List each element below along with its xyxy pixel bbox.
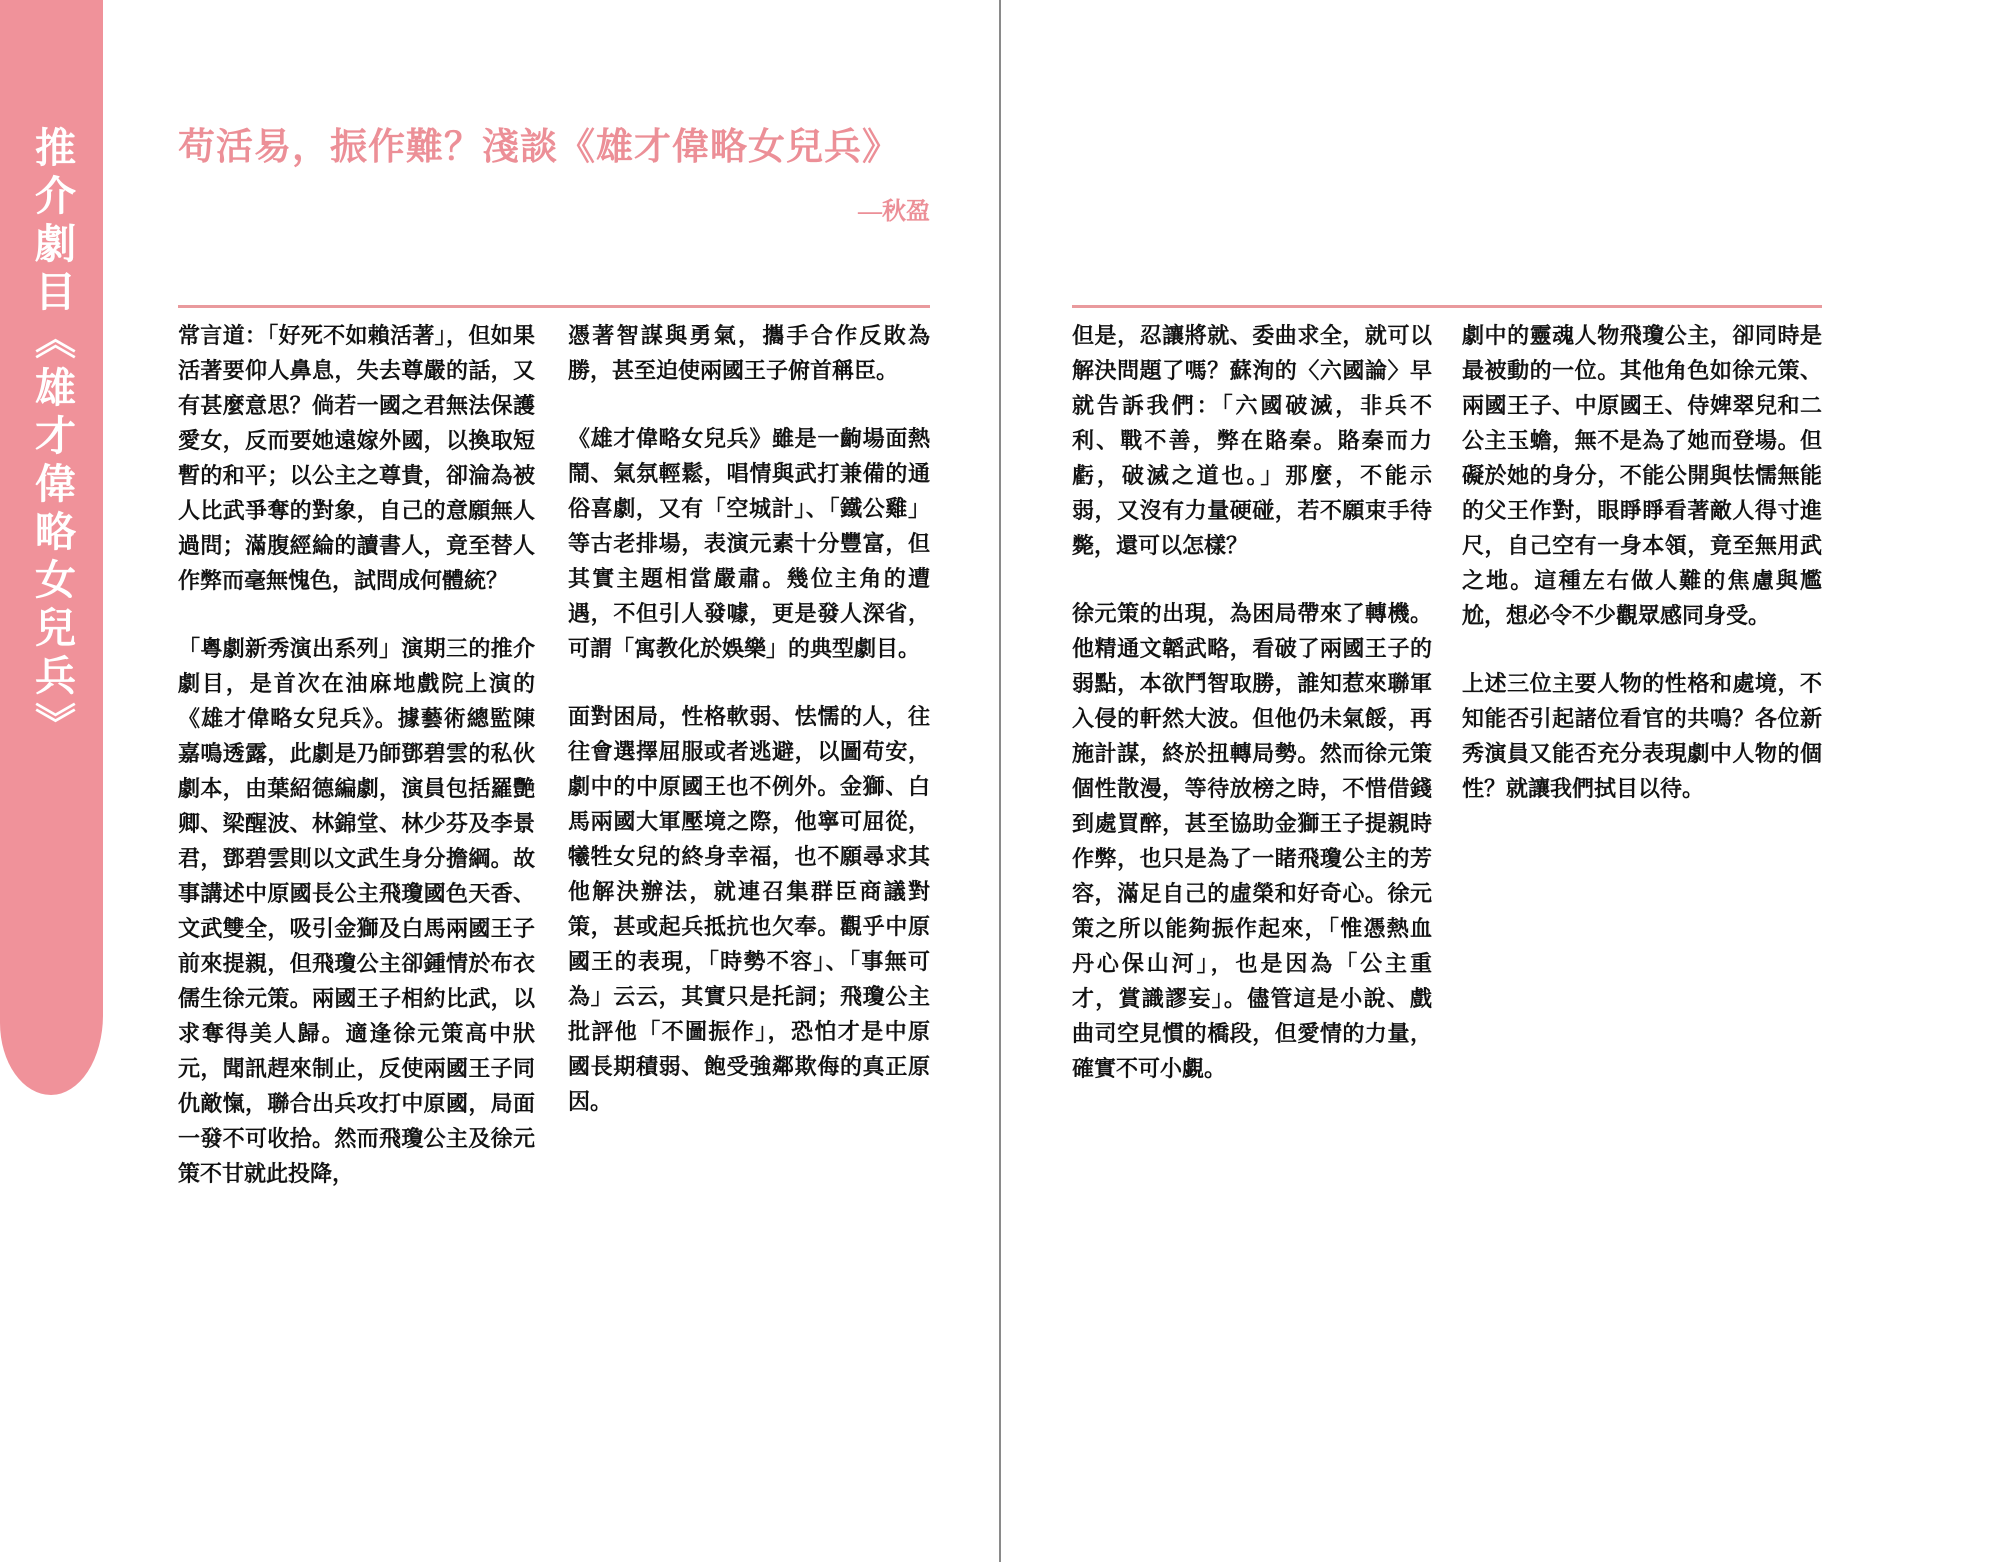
center-page-divider: [999, 0, 1001, 1562]
paragraph: 《雄才偉略女兒兵》雖是一齣場面熱鬧、氣氛輕鬆，唱情與武打兼備的通俗喜劇，又有「空城計」、「鐵公雞」等古老排場，表演元素十分豐富，但其實主題相當嚴肅。幾位主角的遭遇，不但引人發噱，更是發人深省，可謂「寓教化於娛樂」的典型劇目。: [568, 426, 930, 661]
paragraph: 「粵劇新秀演出系列」演期三的推介劇目，是首次在油麻地戲院上演的《雄才偉略女兒兵》。據藝術總監陳嘉鳴透露，此劇是乃師鄧碧雲的私伙劇本，由葉紹德編劇，演員包括羅艷卿、梁醒波、林錦堂、林少芬及李景君，鄧碧雲則以文武生身分擔綱。故事講述中原國長公主飛瓊國色天香、文武雙全，吸引金獅及白馬兩國王子前來提親，但飛瓊公主卻鍾情於布衣儒生徐元策。兩國王子相約比武，以求奪得美人歸。適逢徐元策高中狀元，聞訊趕來制止，反使兩國王子同仇敵愾，聯合出兵攻打中原國，局面一發不可收拾。然而飛瓊公主及徐元策不甘就此投降，: [178, 636, 535, 1186]
paragraph: 上述三位主要人物的性格和處境，不知能否引起諸位看官的共鳴？各位新秀演員又能否充分表現劇中人物的個性？就讓我們拭目以待。: [1462, 671, 1822, 801]
text-column-2: [568, 318, 930, 1119]
article-title: 苟活易，振作難？淺談《雄才偉略女兒兵》: [178, 127, 900, 168]
sidebar-vertical-title: 推介劇目《雄才偉略女兒兵》: [29, 126, 75, 750]
paragraph: 徐元策的出現，為困局帶來了轉機。他精通文韜武略，看破了兩國王子的弱點，本欲鬥智取勝，誰知惹來聯軍入侵的軒然大波。但他仍未氣餒，再施計謀，終於扭轉局勢。然而徐元策個性散漫，等待放榜之時，不惜借錢到處買醉，甚至協助金獅王子提親時作弊，也只是為了一睹飛瓊公主的芳容，滿足自己的虛榮和好奇心。徐元策之所以能夠振作起來，「惟憑熱血丹心保山河」，也是因為「公主重才，賞識謬妄」。儘管這是小說、戲曲司空見慣的橋段，但愛情的力量，確實不可小覷。: [1072, 601, 1432, 1081]
article-author: —秋盈: [858, 199, 930, 225]
text-column-1: [178, 318, 535, 1191]
paragraph: 憑著智謀與勇氣，攜手合作反敗為勝，甚至迫使兩國王子俯首稱臣。: [568, 323, 930, 383]
text-column-4: [1462, 318, 1822, 806]
right-column-rule: [1072, 305, 1822, 308]
paragraph: 劇中的靈魂人物飛瓊公主，卻同時是最被動的一位。其他角色如徐元策、兩國王子、中原國王、侍婢翠兒和二公主玉蟾，無不是為了她而登場。但礙於她的身分，不能公開與怯懦無能的父王作對，眼睜睜看著敵人得寸進尺，自己空有一身本領，竟至無用武之地。這種左右做人難的焦慮與尷尬，想必令不少觀眾感同身受。: [1462, 323, 1822, 628]
paragraph: 常言道：「好死不如賴活著」，但如果活著要仰人鼻息，失去尊嚴的話，又有甚麼意思？倘若一國之君無法保護愛女，反而要她遠嫁外國，以換取短暫的和平；以公主之尊貴，卻淪為被人比武爭奪的對象，自己的意願無人過問；滿腹經綸的讀書人，竟至替人作弊而毫無愧色，試問成何體統？: [178, 323, 535, 593]
paragraph: 面對困局，性格軟弱、怯懦的人，往往會選擇屈服或者逃避，以圖苟安，劇中的中原國王也不例外。金獅、白馬兩國大軍壓境之際，他寧可屈從，犧牲女兒的終身幸福，也不願尋求其他解決辦法，就連召集群臣商議對策，甚或起兵抵抗也欠奉。觀乎中原國王的表現，「時勢不容」、「事無可為」云云，其實只是托詞；飛瓊公主批評他「不圖振作」，恐怕才是中原國長期積弱、飽受強鄰欺侮的真正原因。: [568, 704, 930, 1114]
left-column-rule: [178, 305, 930, 308]
sidebar-banner: [0, 0, 103, 1095]
paragraph: 但是，忍讓將就、委曲求全，就可以解決問題了嗎？蘇洵的〈六國論〉早就告訴我們：「六國破滅，非兵不利、戰不善，弊在賂秦。賂秦而力虧，破滅之道也。」那麼，不能示弱，又沒有力量硬碰，若不願束手待斃，還可以怎樣？: [1072, 323, 1432, 558]
text-column-3: [1072, 318, 1432, 1086]
